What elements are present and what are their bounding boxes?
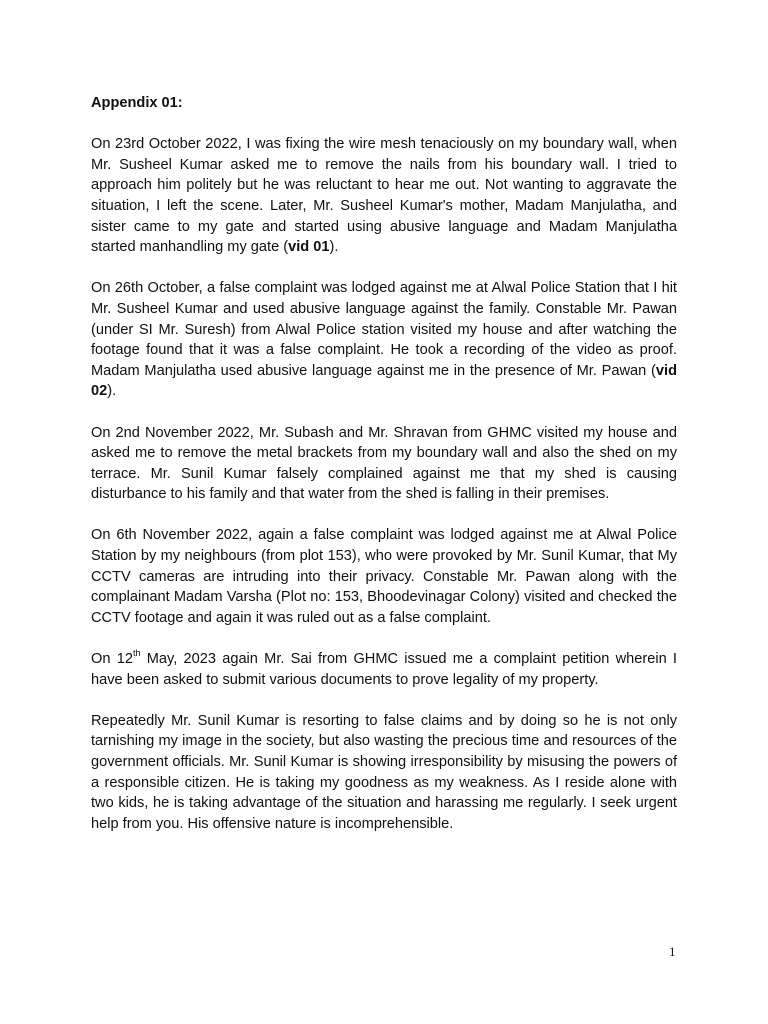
paragraph-text: Repeatedly Mr. Sunil Kumar is resorting to false claims and by doing so he is not only tarnishing my image in the society, but also wasting the precious time and resources of the government officials. Mr. Sunil Kumar is showing irresponsibility by misusing the powers of a responsible citizen. He is taking my goodness as my weakness. As I reside alone with two kids, he is taking advantage of the situation and harassing me regularly. I seek urgent help from you. His offensive nature is incomprehensible. (91, 712, 677, 832)
page-number: 1 (669, 944, 676, 959)
document-body (91, 93, 677, 855)
paragraph-text: On 2nd November 2022, Mr. Subash and Mr. Shravan from GHMC visited my house and asked me to remove the metal brackets from my boundary wall and also the shed on my terrace. Mr. Sunil Kumar falsely complained against me that my shed is causing disturbance to his family and that water from the shed is falling in their premises. (91, 424, 677, 503)
paragraph-november-6 (91, 525, 677, 628)
paragraph-conclusion (91, 711, 677, 835)
video-reference: vid 02 (91, 362, 677, 400)
ordinal-suffix: th (132, 648, 141, 659)
paragraph-text: On 26th October, a false complaint was lodged against me at Alwal Police Station that I hit Mr. Susheel Kumar and used abusive language against the family. Constable Mr. Pawan (under SI Mr. Suresh) from Alwal Police station visited my house and after watching the footage found that it was a false complaint. He took a recording of the video as proof. Madam Manjulatha used abusive language against me in the presence of Mr. Pawan ( (91, 280, 677, 379)
paragraph-end: ). (329, 239, 339, 256)
video-reference: vid 01 (288, 239, 330, 256)
paragraph-text: On 6th November 2022, again a false complaint was lodged against me at Alwal Police Station by my neighbours (from plot 153), who were provoked by Mr. Sunil Kumar, that My CCTV cameras are intruding into their privacy. Constable Mr. Pawan along with the complainant Madam Varsha (Plot no: 153, Bhoodevinagar Colony) visited and checked the CCTV footage and again it was ruled out as a false complaint. (91, 527, 677, 626)
paragraph-october-23 (91, 134, 677, 258)
paragraph-may-12 (91, 649, 677, 690)
paragraph-end: ). (107, 383, 117, 400)
paragraph-text: On 23rd October 2022, I was fixing the wire mesh tenaciously on my boundary wall, when Mr. Susheel Kumar asked me to remove the nails from his boundary wall. I tried to approach him politely but he was reluctant to hear me out. Not wanting to aggravate the situation, I left the scene. Later, Mr. Susheel Kumar's mother, Madam Manjulatha, and sister came to my gate and started using abusive language and Madam Manjulatha started manhandling my gate ( (91, 136, 677, 256)
paragraph-october-26 (91, 278, 677, 402)
paragraph-text: May, 2023 again Mr. Sai from GHMC issued me a complaint petition wherein I have been asked to submit various documents to prove legality of my property. (91, 651, 677, 688)
paragraph-november-2 (91, 423, 677, 505)
paragraph-date: On 12 (91, 651, 133, 668)
appendix-heading: Appendix 01: (91, 95, 183, 111)
